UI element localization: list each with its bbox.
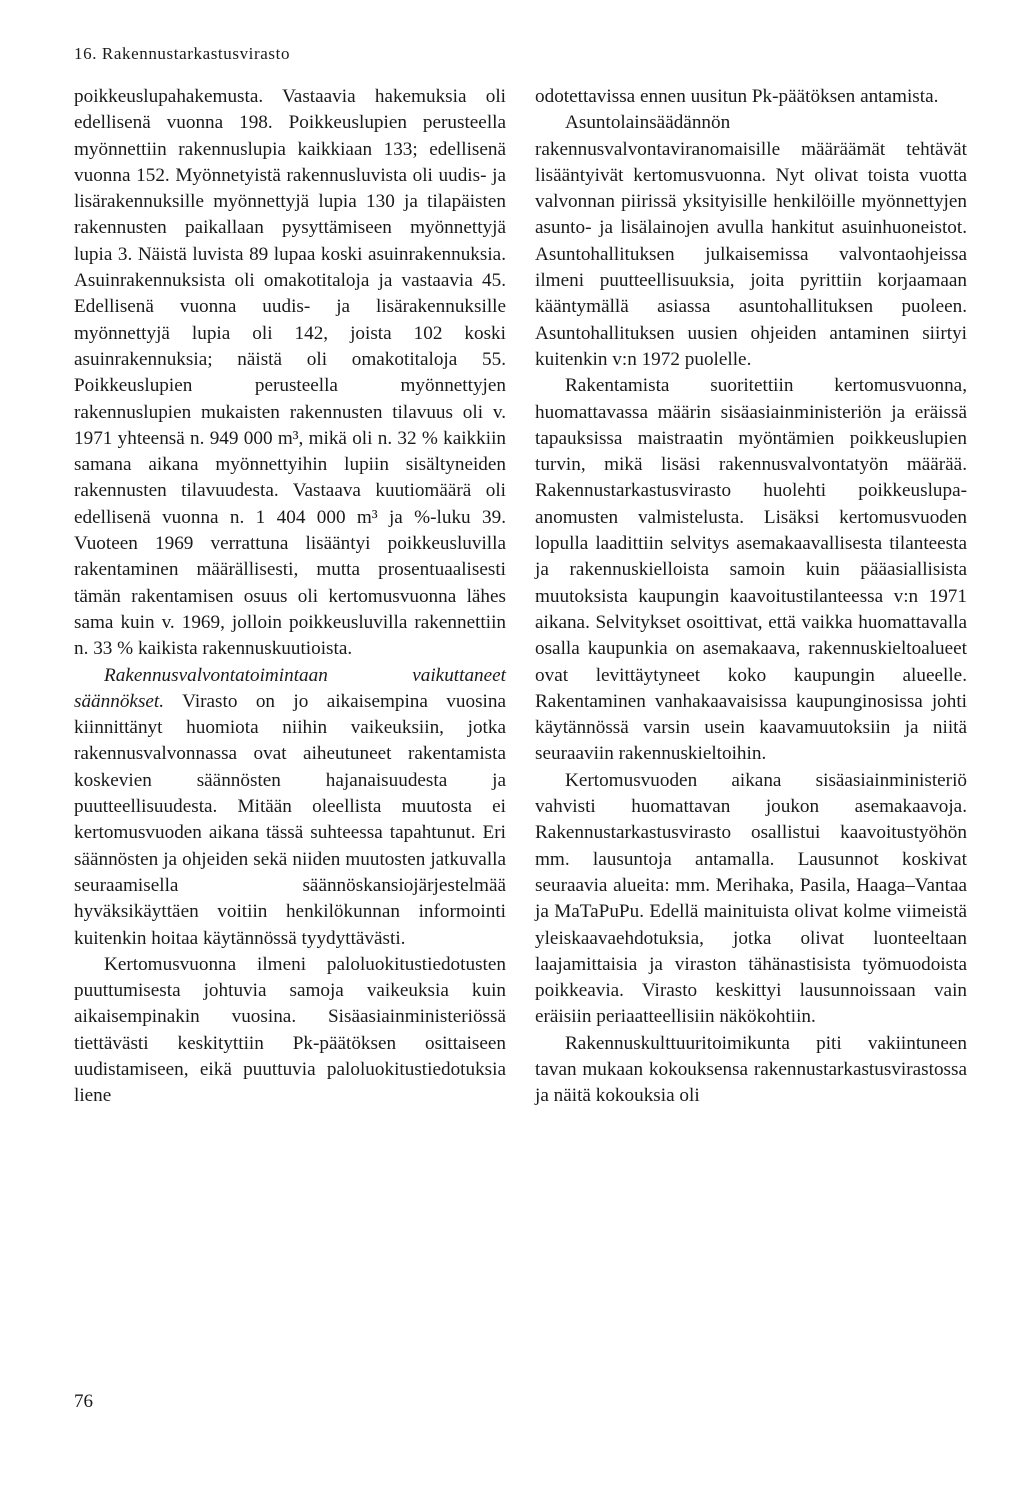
paragraph-fire-classification: Kertomusvuonna ilmeni paloluokitustiedotusten puuttumisesta johtuvia samoja vaikeuksia kuin aikaisempinakin vuosina. Sisäasiainministeriössä tiettävästi keskityttiin Pk-päätöksen osittaiseen uudistamiseen, eikä puuttuvia paloluokitustiedotuksia liene: [74, 953, 506, 1107]
paragraph-building-permits: poikkeuslupahakemusta. Vastaavia hakemuksia oli edellisenä vuonna 198. Poikkeuslupien perusteella myönnettiin rakennuslupia kaikkiaan 133; edellisenä vuonna 152. Myönnetyistä rakennusluvista oli uudis- ja lisärakennuksille myönnettyjä lupia 130 ja tilapäisten rakennusten paikallaan pysyttämiseen myönnettyjä lupia 3. Näistä luvista 89 lupaa koski asuinrakennuksia. Asuinrakennuksista oli omakotitaloja ja vastaavia 45. Edellisenä vuonna uudis- ja lisärakennuksille myönnettyjä lupia oli 142, joista 102 koski asuinrakennuksia; näistä oli omakotitaloja 55. Poikkeuslupien perusteella myönnettyjen rakennuslupien mukaisten rakennusten tilavuus oli v. 1971 yhteensä n. 949 000 m³, mikä oli n. 32 % kaikkiin samana aikana myönnettyihin lupiin sisältyneiden rakennusten tilavuudesta. Vastaava kuutiomäärä oli edellisenä vuonna n. 1 404 000 m³ ja %-luku 39. Vuoteen 1969 verrattuna lisääntyi poikkeusluvilla rakentaminen määrällisesti, mutta prosentuaalisesti tämän rakentamisen osuus oli kertomusvuonna lähes sama kuin v. 1969, jolloin poikkeusluvilla rakennettiin n. 33 % kaikista rakennuskuutioista.: [74, 86, 506, 660]
paragraph-continuation: odotettavissa ennen uusitun Pk-päätöksen antamista.: [535, 86, 939, 107]
paragraph-town-plans: Kertomusvuoden aikana sisäasiainministeriö vahvisti huomattavan joukon asemakaavoja. Rakennustarkastusvirasto osallistui kaavoitustyöhön mm. lausuntoja antamalla. Lausunnot koskivat seuraavia alueita: mm. Merihaka, Pasila, Haaga–Vantaa ja MaTaPuPu. Edellä mainituista olivat kolme viimeistä yleiskaavaehdotuksia, jotka olivat luonteeltaan laajamittaisia ja viraston tähänastisista työmuodoista poikkeavia. Virasto keskittyi lausunnoissaan vain eräisiin periaatteellisiin näkökohtiin.: [535, 769, 967, 1028]
left-column: [74, 84, 506, 1110]
paragraph-regulations: [74, 663, 506, 952]
paragraph-heading-regulations: Rakennusvalvontatoimintaan vaikuttaneet säännökset.: [74, 664, 506, 712]
paragraph-regulations-body: Virasto on jo aikaisempina vuosina kiinnittänyt huomiota niihin vaikeuksiin, jotka rakennusvalvonnassa ovat aiheutuneet rakentamista koskevien säännösten hajanaisuudesta ja puutteellisuudesta. Mitään oleellista muutosta ei kertomusvuoden aikana tässä suhteessa tapahtunut. Eri säännösten ja ohjeiden sekä niiden muutosten jatkuvalla seuraamisella säännöskansiojärjestelmää hyväksikäyttäen voitiin henkilökunnan informointi kuitenkin hoitaa käytännössä tyydyttävästi.: [74, 690, 506, 949]
paragraph-housing-legislation: Asuntolainsäädännön rakennusvalvontaviranomaisille määräämät tehtävät lisääntyivät kertomusvuonna. Nyt olivat toista vuotta valvonnan piirissä yksityisille henkilöille myönnettyjen asunto- ja lisälainojen avulla hankitut asuinhuoneistot. Asuntohallituksen julkaisemissa valvontaohjeissa ilmeni puutteellisuuksia, joita pyrittiin korjaamaan kääntymällä asiassa asuntohallituksen puoleen. Asuntohallituksen uusien ohjeiden antaminen siirtyi kuitenkin v:n 1972 puolelle.: [535, 112, 967, 370]
paragraph-building-culture-committee: Rakennuskulttuuritoimikunta piti vakiintuneen tavan mukaan kokouksensa rakennustarkastusvirastossa ja näitä kokouksia oli: [535, 1032, 967, 1107]
paragraph-exception-permits: Rakentamista suoritettiin kertomusvuonna, huomattavassa määrin sisäasiainministeriön ja eräissä tapauksissa maistraatin myöntämien poikkeuslupien turvin, mikä lisäsi rakennusvalvontatyön määrää. Rakennustarkastusvirasto huolehti poikkeuslupa-anomusten valmistelusta. Lisäksi kertomusvuoden lopulla laadittiin selvitys asemakaavallisesta tilanteesta ja rakennuskielloista samoin kuin pääasiallisista muutoksista kaupungin kaavoitustilanteessa v:n 1971 aikana. Selvitykset osoittivat, että vaikka huomattavalla osalla kaupunkia on asemakaava, rakennuskieltoalueet ovat levittäytyneet koko kaupungin alueelle. Rakentaminen vanhakaavaisissa kaupunginosissa johti käytännössä varsin usein kaavamuutoksiin ja niitä seuraaviin rakennuskieltoihin.: [535, 375, 967, 765]
running-head: 16. Rakennustarkastusvirasto: [74, 44, 291, 63]
right-column: [535, 84, 967, 1110]
page-number: 76: [74, 1391, 93, 1412]
